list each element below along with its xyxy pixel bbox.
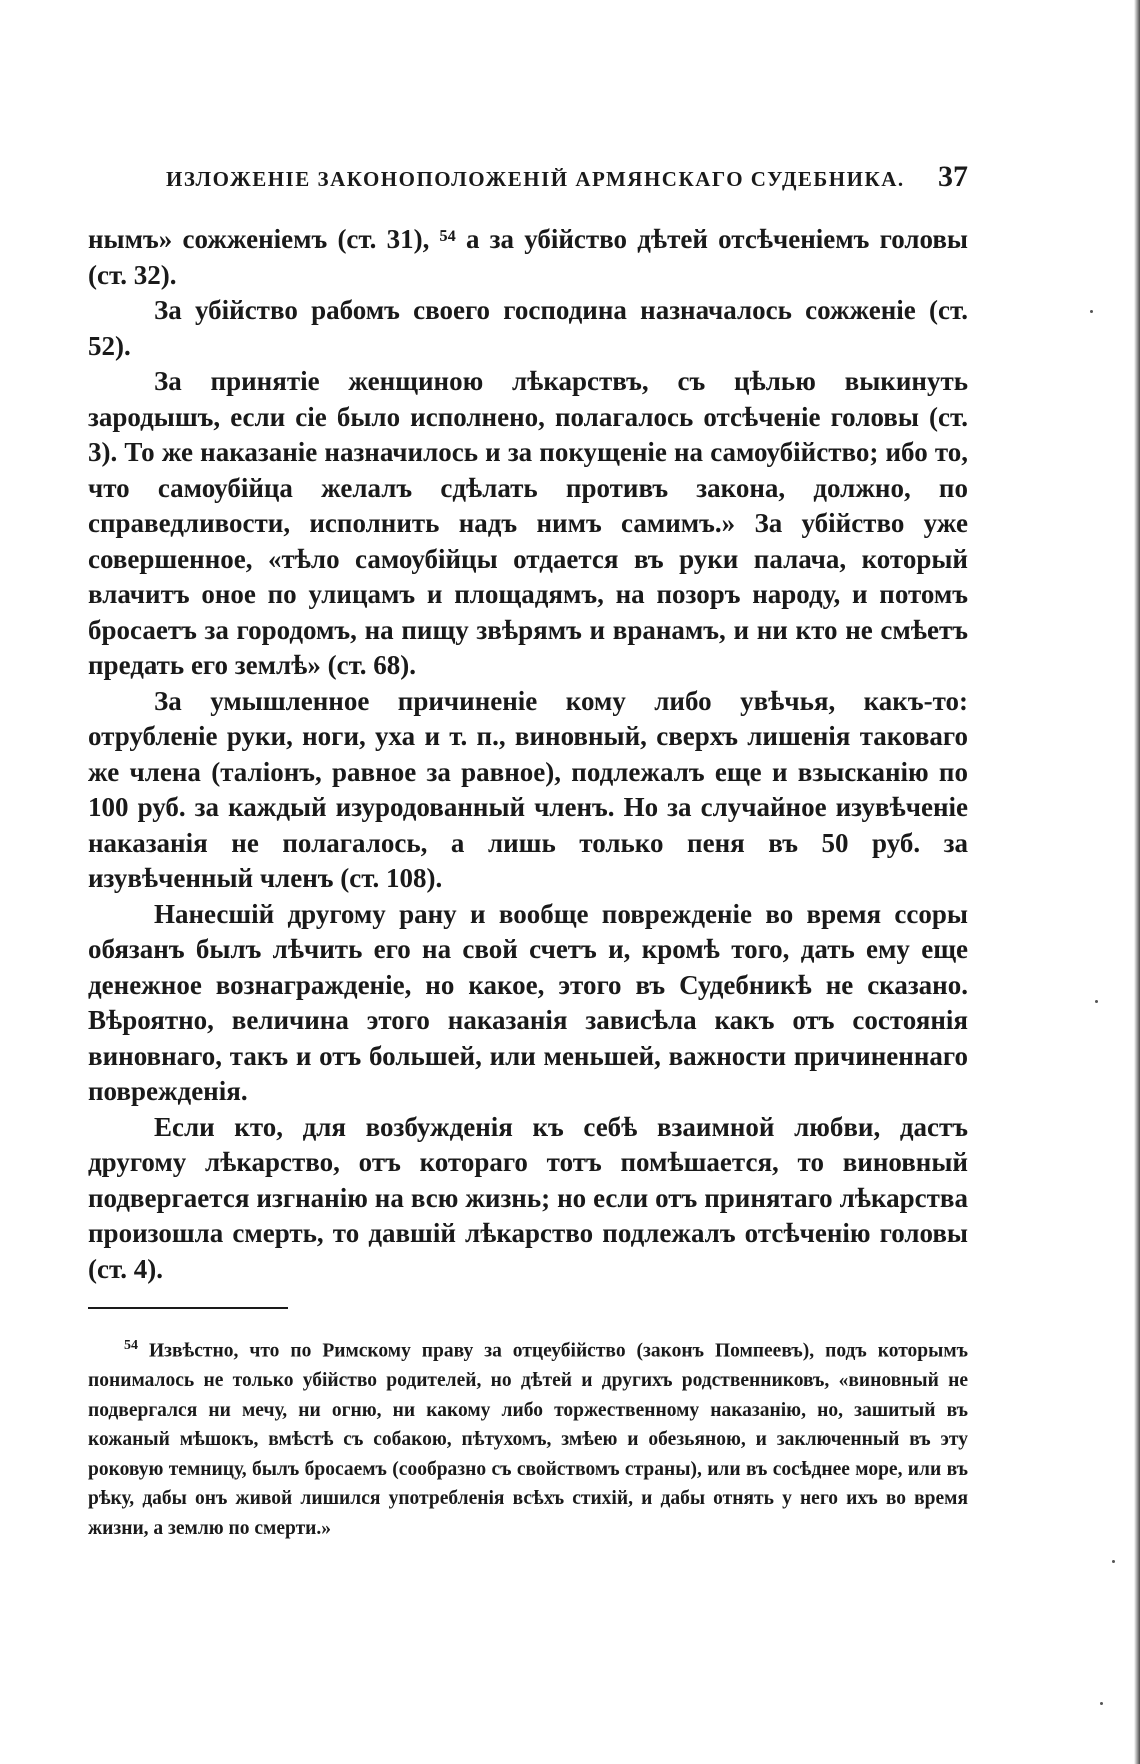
footnote-body: Извѣстно, что по Римскому праву за отцеубійство (законъ Помпеевъ), подъ которымъ понималось не только убійство родителей, но дѣтей и другихъ родственниковъ, «виновный не подвергался ни мечу, ни огню, ни какому либо торжественному наказанію, но, зашитый въ кожаный мѣшокъ, вмѣстѣ съ собакою, пѣтухомъ, змѣею и обезьяною, и заключенный въ эту роковую темницу, былъ бросаемъ (сообразно съ свойствомъ страны), или въ сосѣднее море, или въ рѣку, дабы онъ живой лишился употребленія всѣхъ стихій, и дабы отнять у него ихъ во время жизни, а землю по смерти.» <box>88 1340 969 1539</box>
body-text <box>88 222 968 1287</box>
book-page <box>88 160 968 1543</box>
page-edge-shadow <box>1134 0 1140 1764</box>
footnote-marker: 54 <box>124 1338 138 1353</box>
paragraph: За принятіе женщиною лѣкарствъ, съ цѣлью выкинуть зародышъ, если сіе было исполнено, полагалось отсѣченіе головы (ст. 3). То же наказаніе назначилось и за покущеніе на самоубійство; ибо то, что самоубійца желалъ сдѣлать противъ закона, должно, по справедливости, исполнить надъ нимъ самимъ.» За убійство уже совершенное, «тѣло самоубійцы отдается въ руки палача, который влачитъ оное по улицамъ и площадямъ, на позоръ народу, и потомъ бросаетъ за городомъ, на пищу звѣрямъ и вранамъ, и ни кто не смѣетъ предать его землѣ» (ст. 68). <box>88 366 968 680</box>
running-head <box>88 160 968 200</box>
scan-speck <box>1095 1000 1098 1003</box>
footnote-text <box>88 1331 968 1543</box>
paragraph: Если кто, для возбужденія къ себѣ взаимной любви, дастъ другому лѣкарство, отъ котораго тотъ помѣшается, то виновный подвергается изгнанію на всю жизнь; но если отъ принятаго лѣкарства произошла смерть, то давшій лѣкарство подлежалъ отсѣченію головы (ст. 4). <box>88 1111 968 1284</box>
footnote-separator <box>88 1307 288 1309</box>
scan-speck <box>1100 1702 1103 1705</box>
scan-speck <box>1112 1560 1115 1563</box>
paragraph: За убійство рабомъ своего господина назначалось сожженіе (ст. 52). <box>88 295 968 361</box>
scan-speck <box>1090 310 1093 313</box>
paragraph: Нанесшій другому рану и вообще поврежденіе во время ссоры обязанъ былъ лѣчить его на свой счетъ и, кромѣ того, дать ему еще денежное вознагражденіе, но какое, этого въ Судебникѣ не сказано. Вѣроятно, величина этого наказанія зависѣла какъ отъ состоянія виновнаго, такъ и отъ большей, или меньшей, важности причиненнаго поврежденія. <box>88 898 968 1106</box>
paragraph: За умышленное причиненіе кому либо увѣчья, какъ-то: отрубленіе руки, ноги, уха и т. п., виновный, сверхъ лишенія таковаго же члена (таліонъ, равное за равное), подлежалъ еще и взысканію по 100 руб. за каждый изуродованный членъ. Но за случайное изувѣченіе наказанія не полагалось, а лишь только пеня въ 50 руб. за изувѣченный членъ (ст. 108). <box>88 685 968 893</box>
paragraph: нымъ» сожженіемъ (ст. 31), ⁵⁴ а за убійство дѣтей отсѣченіемъ головы (ст. 32). <box>88 224 968 290</box>
running-title: ИЗЛОЖЕНІЕ ЗАКОНОПОЛОЖЕНІЙ АРМЯНСКАГО СУДЕБНИКА. <box>166 167 905 191</box>
page-number: 37 <box>938 160 968 193</box>
footnote <box>88 1331 968 1543</box>
